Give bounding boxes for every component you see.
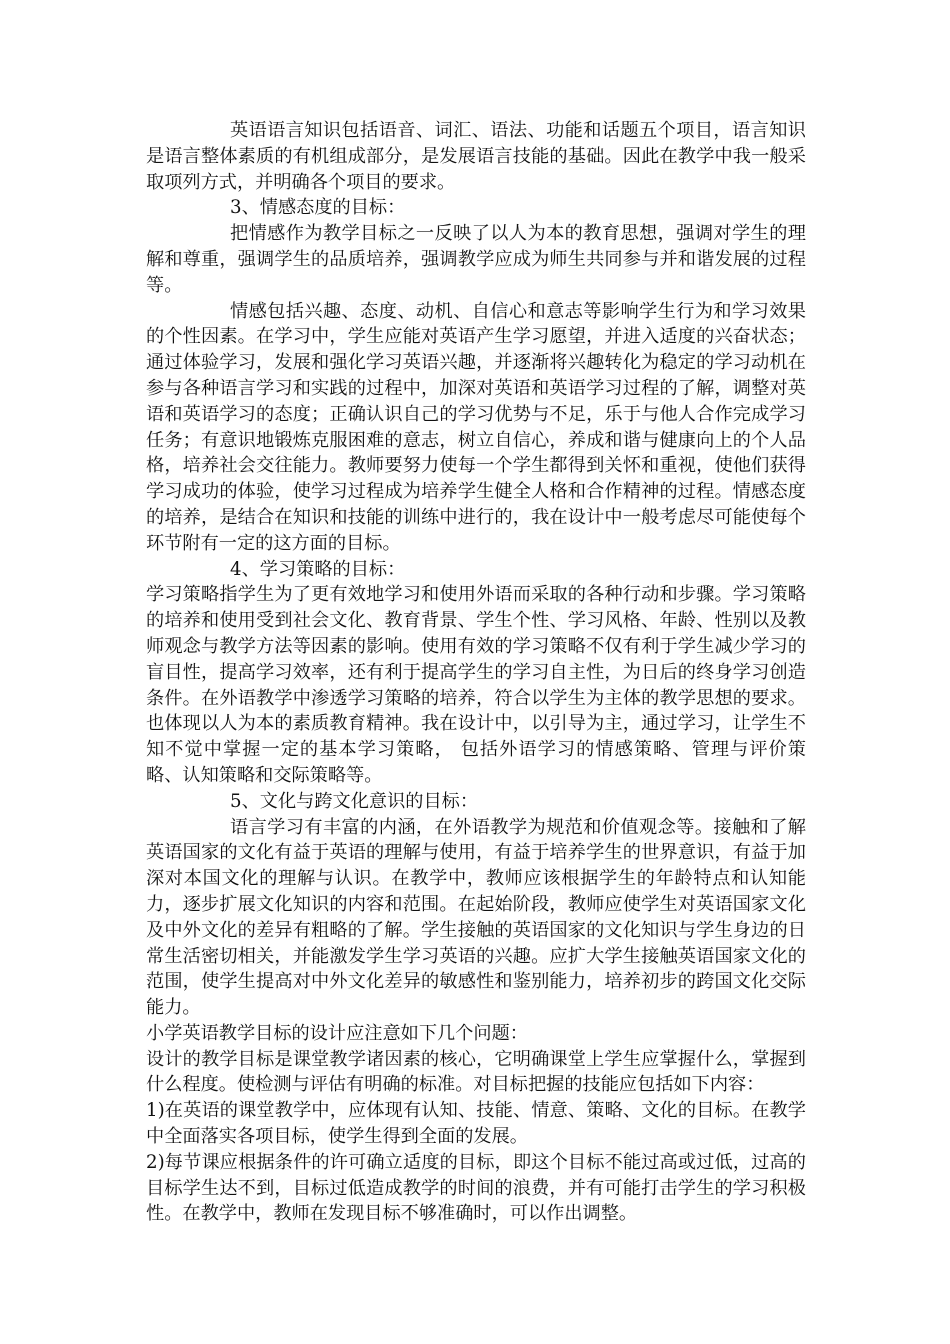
document-page [146,118,806,1227]
paragraph-learning-strategy: 学习策略指学生为了更有效地学习和使用外语而采取的各种行动和步骤。学习策略的培养和使用受到社会文化、教育背景、学生个性、学习风格、年龄、性别以及教师观念与教学方法等因素的影响。使用有效的学习策略不仅有利于学生减少学习的盲目性，提高学习效率，还有利于提高学生的学习自主性，为日后的终身学习创造条件。在外语教学中渗透学习策略的培养，符合以学生为主体的教学思想的要求。也体现以人为本的素质教育精神。我在设计中，以引导为主，通过学习，让学生不知不觉中掌握一定的基本学习策略， 包括外语学习的情感策略、管理与评价策略、认知策略和交际策略等。 [146,584,806,786]
paragraph-affective-detail: 情感包括兴趣、态度、动机、自信心和意志等影响学生行为和学习效果的个性因素。在学习中，学生应能对英语产生学习愿望，并进入适度的兴奋状态；通过体验学习，发展和强化学习英语兴趣，并逐渐将兴趣转化为稳定的学习动机在参与各种语言学习和实践的过程中，加深对英语和英语学习过程的了解，调整对英语和英语学习的态度；正确认识自己的学习优势与不足，乐于与他人合作完成学习任务；有意识地锻炼克服困难的意志，树立自信心，养成和谐与健康向上的个人品格，培养社会交往能力。教师要努力使每一个学生都得到关怀和重视，使他们获得学习成功的体验，使学习过程成为培养学生健全人格和合作精神的过程。情感态度的培养，是结合在知识和技能的训练中进行的，我在设计中一般考虑尽可能使每个环节附有一定的这方面的目标。 [146,300,806,554]
list-item-1: 1)在英语的课堂教学中，应体现有认知、技能、情意、策略、文化的目标。在教学中全面落实各项目标，使学生得到全面的发展。 [146,1100,806,1148]
heading-learning-strategy-goals: 4、学习策略的目标： [230,558,406,580]
heading-affective-goals: 3、情感态度的目标： [230,197,406,219]
paragraph-language-knowledge: 英语语言知识包括语音、词汇、语法、功能和话题五个项目，语言知识是语言整体素质的有机组成部分，是发展语言技能的基础。因此在教学中我一般采取项列方式，并明确各个项目的要求。 [146,120,806,193]
heading-cultural-awareness-goals: 5、文化与跨文化意识的目标： [230,790,479,812]
paragraph-design-issues-intro: 小学英语教学目标的设计应注意如下几个问题： [146,1022,528,1044]
paragraph-cultural-awareness: 语言学习有丰富的内涵，在外语教学为规范和价值观念等。接触和了解英语国家的文化有益于英语的理解与使用，有益于培养学生的世界意识，有益于加深对本国文化的理解与认识。在教学中，教师应该根据学生的年龄特点和认知能力，逐步扩展文化知识的内容和范围。在起始阶段，教师应使学生对英语国家文化及中外文化的差异有粗略的了解。学生接触的英语国家的文化知识与学生身边的日常生活密切相关，并能激发学生学习英语的兴趣。应扩大学生接触英语国家文化的范围，使学生提高对中外文化差异的敏感性和鉴别能力，培养初步的跨国文化交际能力。 [146,816,806,1019]
paragraph-design-core: 设计的教学目标是课堂教学诸因素的核心，它明确课堂上学生应掌握什么，掌握到什么程度。使检测与评估有明确的标准。对目标把握的技能应包括如下内容： [146,1048,806,1096]
paragraph-affective-intro: 把情感作为教学目标之一反映了以人为本的教育思想，强调对学生的理解和尊重，强调学生的品质培养，强调教学应成为师生共同参与并和谐发展的过程等。 [146,223,806,296]
list-item-2: 2)每节课应根据条件的许可确立适度的目标，即这个目标不能过高或过低，过高的目标学生达不到，目标过低造成教学的时间的浪费，并有可能打击学生的学习积极性。在教学中，教师在发现目标不够准确时，可以作出调整。 [146,1151,806,1225]
